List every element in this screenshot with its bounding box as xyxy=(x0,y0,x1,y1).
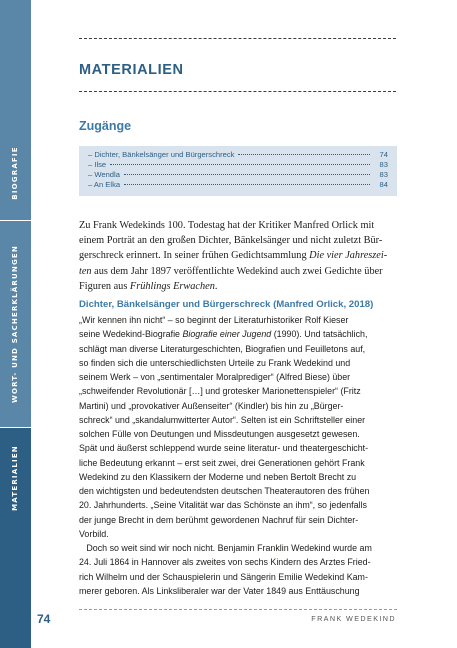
text-line: Vorbild. xyxy=(79,528,109,539)
toc-entry-page: 83 xyxy=(379,170,388,179)
sidebar-item-materialien[interactable]: MATERIALIEN xyxy=(11,445,19,511)
running-footer: FRANK WEDEKIND xyxy=(311,614,396,623)
text-line: merer geboren. Als Linksliberaler war der Vater 1849 aus Enttäuschung xyxy=(79,585,360,596)
toc-entry-label: – Ilse xyxy=(88,160,107,169)
text-line: seinem Werk – von „sentimentaler Moralprediger“ (Alfred Biese) über xyxy=(79,372,351,382)
text-line: ten aus dem Jahr 1897 veröffentlichte Wedekind auch zwei Gedichte über xyxy=(79,265,383,277)
sidebar-divider xyxy=(0,220,31,221)
book-title: ten xyxy=(79,265,92,277)
toc-entry-label: – Dichter, Bänkelsänger und Bürgerschreck xyxy=(88,150,235,159)
text-line: Martini) und „provokativer Außenseiter“ (Kindler) bis hin zu „Bürger- xyxy=(79,400,344,411)
sidebar-item-wort-und-sacherklaerungen[interactable]: WORT- UND SACHERKLÄRUNGEN xyxy=(11,245,19,403)
text-line: so finden sich die unterschiedlichsten Urteile zu Frank Wedekind und xyxy=(79,357,351,368)
text-line: Spät und äußerst schleppend wurde seine literatur- und theatergeschicht- xyxy=(79,443,369,454)
toc-entry[interactable] xyxy=(88,150,388,160)
text-line: einem Porträt an den großen Dichter, Bänkelsänger und nicht zuletzt Bür- xyxy=(79,235,383,247)
text-line: der junge Brecht in dem berühmt gewordenen Nachruf für sein Dichter- xyxy=(79,514,359,525)
text-line: solchen Fülle von Deutungen und Missdeutungen ausgesetzt gewesen. xyxy=(79,429,360,439)
text-line: 24. Juli 1864 in Hannover als zweites von sechs Kindern des Arztes Fried- xyxy=(79,557,371,568)
toc-entry[interactable] xyxy=(88,180,388,190)
footer-divider xyxy=(79,609,397,610)
toc-leader xyxy=(110,164,370,165)
book-title: Die vier Jahreszei- xyxy=(309,250,388,262)
toc-entry-page: 83 xyxy=(379,160,388,169)
text-line: 20. Jahrhunderts. „Seine Vitalität war das Schönste an ihm“, so jedenfalls xyxy=(79,500,367,511)
text-line: schlägt man diverse Literaturgeschichten, Biografien und Feuilletons auf, xyxy=(79,343,366,354)
toc-leader xyxy=(238,154,370,155)
toc-box xyxy=(79,146,397,196)
text-line: Wedekind zu den Klassikern der Moderne und neben Bertolt Brecht zu xyxy=(79,471,357,482)
toc-entry-label: – Wendla xyxy=(88,170,120,179)
zugaenge-heading: Zugänge xyxy=(79,119,132,133)
essay-heading: Dichter, Bänkelsänger und Bürgerschreck (Manfred Orlick, 2018) xyxy=(79,299,374,310)
text-line: schreck“ und „skandalumwitterter Autor“. Selten ist ein Schriftsteller einer xyxy=(79,414,366,425)
text-line: Figuren aus Frühlings Erwachen. xyxy=(79,280,218,292)
section-title: MATERIALIEN xyxy=(79,62,184,78)
toc-entry-page: 74 xyxy=(379,150,388,159)
sidebar-item-biografie[interactable]: BIOGRAFIE xyxy=(11,146,19,200)
intro-paragraph xyxy=(79,218,397,294)
toc-entry-label: – An Elka xyxy=(88,180,121,189)
toc-leader xyxy=(124,184,370,185)
sidebar-divider xyxy=(0,427,31,428)
toc-entry[interactable] xyxy=(88,160,388,170)
toc-entry[interactable] xyxy=(88,170,388,180)
book-title: Biografie einer Jugend xyxy=(182,329,272,340)
essay-body xyxy=(79,313,397,598)
toc-leader xyxy=(124,174,370,175)
text-line: liche Bedeutung erkannt – erst seit zwei, drei Generationen gehört Frank xyxy=(79,457,365,468)
text-line: gerschreck erinnert. In seiner frühen Gedichtsammlung Die vier Jahreszei- xyxy=(79,250,388,262)
toc-entry-page: 84 xyxy=(379,180,388,189)
book-title: Frühlings Erwachen xyxy=(129,280,215,292)
text-line: „schweifender Revolutionär […] und grotesker Marionettenspieler“ (Fritz xyxy=(79,386,361,397)
text-line: den wichtigsten und bedeutendsten deutschen Theaterautoren des frühen xyxy=(79,486,370,496)
text-line: „Wir kennen ihn nicht“ – so beginnt der Literaturhistoriker Rolf Kieser xyxy=(79,315,349,325)
text-line: seine Wedekind-Biografie Biografie einer Jugend (1990). Und tatsächlich, xyxy=(79,329,368,340)
text-line: Zu Frank Wedekinds 100. Todestag hat der Kritiker Manfred Orlick mit xyxy=(79,220,375,231)
page-number: 74 xyxy=(37,612,51,626)
header-dash-bottom xyxy=(79,91,396,92)
text-line: rich Wilhelm und der Schauspielerin und Sängerin Emilie Wedekind Kam- xyxy=(79,571,368,582)
text-line: Doch so weit sind wir noch nicht. Benjamin Franklin Wedekind wurde am xyxy=(79,543,372,553)
header-dash-top xyxy=(79,38,396,39)
